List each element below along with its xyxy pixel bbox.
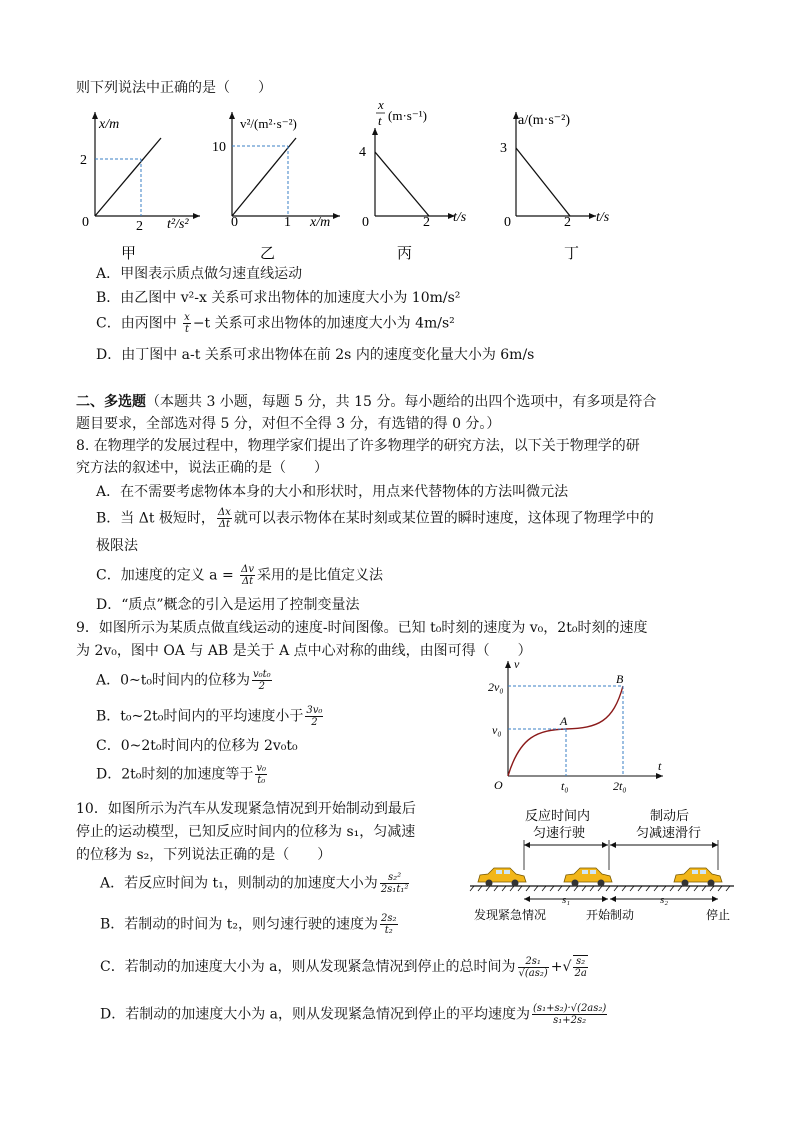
q8-stem2: 究方法的叙述中，说法正确的是（ ） <box>76 460 328 476</box>
q8-option-b[interactable] <box>96 507 654 530</box>
graph-ding-line <box>516 148 570 216</box>
q9-option-b-pre: B．t₀~2t₀时间内的平均速度小于 <box>96 708 304 725</box>
q9-vt-xlabel: t <box>658 759 662 773</box>
section2-desc1: （本题共 3 小题，每题 5 分，共 15 分。每小题给的出四个选项中，有多项是符合 <box>146 394 657 410</box>
q7-option-a[interactable]: A．甲图表示质点做匀速直线运动 <box>96 266 303 282</box>
q8-option-c[interactable] <box>96 564 383 587</box>
q7-option-c-frac: $\frac{x}{t}$ <box>184 312 190 335</box>
q10-option-d-frac: $\frac{\text{(s₁+s₂)·√(2as₂)}}{\text{s₁+2s₂}}$ <box>533 1003 607 1026</box>
q7-stem: 则下列说法中正确的是（ ） <box>76 80 272 96</box>
q10-stem2: 停止的运动模型，已知反应时间内的位移为 s₁，匀减速 <box>76 824 416 840</box>
graph-yi-line <box>232 138 296 216</box>
q10-option-c-pre: C．若制动的加速度大小为 a，则从发现紧急情况到停止的总时间为 <box>100 959 516 975</box>
graph-bing-xtick: 2 <box>423 215 430 230</box>
graph-jia-origin: 0 <box>82 215 89 230</box>
q10-ground-hatch <box>470 886 730 891</box>
graph-yi-name: 乙 <box>260 246 276 262</box>
graph-bing-origin: 0 <box>362 215 369 230</box>
q8-option-b-cont: 极限法 <box>96 538 138 554</box>
q7-option-d[interactable]: D．由丁图中 a-t 关系可求出物体在前 2s 内的速度变化量大小为 6m/s <box>96 347 535 363</box>
q10-option-c-plus: + <box>550 959 563 975</box>
graph-jia-ylabel: x/m <box>99 117 120 132</box>
car-icon <box>674 868 722 887</box>
q9-vt-x1: t₀ <box>561 779 569 793</box>
q10-fig-top2b: 匀减速滑行 <box>636 825 702 840</box>
graph-ding-ylabel: a/(m·s⁻²) <box>518 113 571 128</box>
q10-option-d-pre: D．若制动的加速度大小为 a，则从发现紧急情况到停止的平均速度为 <box>100 1006 531 1023</box>
section2-header <box>76 391 656 413</box>
graph-yi-xlabel: x/m <box>310 215 331 230</box>
graph-ding-ytick: 3 <box>500 141 507 156</box>
graph-bing <box>355 96 485 264</box>
car-icon <box>478 868 526 887</box>
q9-option-a-pre: A．0~t₀时间内的位移为 <box>96 672 250 689</box>
car-icon <box>564 868 612 887</box>
q9-vt-origin: O <box>494 778 503 792</box>
q9-vt-y2: 2v₀ <box>488 680 504 694</box>
q7-option-b[interactable]: B．由乙图中 v²-x 关系可求出物体的加速度大小为 10m/s² <box>96 290 461 306</box>
q10-fig-top2a: 制动后 <box>650 808 690 823</box>
graph-yi-xtick: 1 <box>284 215 291 230</box>
graph-bing-line <box>375 152 429 216</box>
q9-option-a-frac: $\frac{\text{v₀t₀}}{2}$ <box>253 669 271 692</box>
q10-fig-bottom3: 停止 <box>706 908 731 922</box>
graph-yi <box>212 104 352 264</box>
q10-option-b-frac: $\frac{\text{2s₂}}{\text{t₂}}$ <box>380 913 397 936</box>
q10-fig-s1: s₁ <box>562 894 571 906</box>
q10-option-c-sqrt: $\frac{\text{s₂}}{2a}$ <box>574 956 587 979</box>
q8-option-b-frac: $\frac{\Delta x}{\Delta t}$ <box>217 507 231 530</box>
q8-option-b-pre: B．当 Δt 极短时， <box>96 510 215 527</box>
q9-option-b-frac: $\frac{\text{3v₀}}{2}$ <box>306 705 323 728</box>
sqrt-icon: √ <box>562 959 572 975</box>
q10-option-b[interactable] <box>100 913 400 936</box>
graph-bing-ytick: 4 <box>359 145 366 160</box>
graph-ding-xtick: 2 <box>564 215 571 230</box>
q8-option-c-post: 采用的是比值定义法 <box>257 567 384 584</box>
q9-vt-point-b: B <box>616 672 624 686</box>
graph-jia-name: 甲 <box>121 246 137 262</box>
q10-option-d[interactable] <box>100 1003 609 1026</box>
graph-jia-xtick: 2 <box>136 219 143 234</box>
q9-option-d[interactable] <box>96 763 269 786</box>
q7-option-c-post: −t 关系可求出物体的加速度大小为 4m/s² <box>192 315 455 332</box>
q8-option-d[interactable]: D．“质点”概念的引入是运用了控制变量法 <box>96 597 360 613</box>
q10-fig-top1a: 反应时间内 <box>525 808 591 823</box>
q9-option-c[interactable]: C．0~2t₀时间内的位移为 2v₀t₀ <box>96 738 298 754</box>
q9-stem2: 为 2v₀，图中 OA 与 AB 是关于 A 点中心对称的曲线，由图可得（ ） <box>76 643 532 659</box>
q10-fig-bottom2: 开始制动 <box>586 908 635 922</box>
q9-option-a[interactable] <box>96 669 274 692</box>
q7-option-c-pre: C．由丙图中 <box>96 315 182 332</box>
graph-ding-name: 丁 <box>564 246 580 262</box>
q10-fig-s2: s₂ <box>660 894 669 906</box>
q10-option-b-pre: B．若制动的时间为 t₂，则匀速行驶的速度为 <box>100 916 378 933</box>
q7-option-c[interactable] <box>96 312 455 335</box>
section2-desc2: 题目要求，全部选对得 5 分，对但不全得 3 分，有选错的得 0 分。） <box>76 416 501 432</box>
graph-bing-ylabel-unit: (m·s⁻¹) <box>388 108 427 123</box>
q10-stem3: 的位移为 s₂，下列说法正确的是（ ） <box>76 847 332 863</box>
graph-bing-name: 丙 <box>397 246 413 262</box>
q9-vt-point-a: A <box>560 714 568 728</box>
q10-option-a-pre: A．若反应时间为 t₁，则制动的加速度大小为 <box>100 875 378 892</box>
section2-title: 二、多选题 <box>76 394 146 410</box>
graph-jia-xlabel: t²/s² <box>167 217 189 232</box>
q9-vt-graph <box>478 656 678 796</box>
q10-stem1: 10．如图所示为汽车从发现紧急情况到开始制动到最后 <box>76 801 416 817</box>
q8-option-a[interactable]: A．在不需要考虑物体本身的大小和形状时，用点来代替物体的方法叫微元法 <box>96 484 569 500</box>
graph-jia-ytick: 2 <box>80 153 87 168</box>
q8-option-b-post: 就可以表示物体在某时刻或某位置的瞬时速度，这体现了物理学中的 <box>233 510 654 527</box>
q8-option-c-pre: C．加速度的定义 a = <box>96 567 239 584</box>
graph-ding-xlabel: t/s <box>596 210 610 225</box>
graph-bing-xlabel: t/s <box>453 210 467 225</box>
graph-yi-ytick: 10 <box>212 140 226 155</box>
q8-stem1: 8. 在物理学的发展过程中，物理学家们提出了许多物理学的研究方法，以下关于物理学的研 <box>76 438 640 454</box>
graph-ding-origin: 0 <box>504 215 511 230</box>
q10-option-a[interactable] <box>100 872 411 895</box>
q9-option-d-pre: D．2t₀时刻的加速度等于 <box>96 766 254 783</box>
q10-option-c[interactable] <box>100 955 590 979</box>
q10-option-a-frac: $\frac{\text{s₂²}}{\text{2s₁t₁²}}$ <box>380 872 409 895</box>
graph-yi-origin: 0 <box>231 215 238 230</box>
q9-option-d-frac: $\frac{\text{v₀}}{\text{t₀}}$ <box>256 763 267 786</box>
q8-option-c-frac: $\frac{\Delta v}{\Delta t}$ <box>241 564 255 587</box>
graph-jia <box>75 104 205 264</box>
q9-vt-ylabel: v <box>514 657 520 671</box>
graph-yi-ylabel: v²/(m²·s⁻²) <box>240 116 297 131</box>
q9-stem1: 9．如图所示为某质点做直线运动的速度-时间图像。已知 t₀时刻的速度为 v₀，2t₀时刻的速度 <box>76 620 648 636</box>
q9-vt-x2: 2t₀ <box>613 779 627 793</box>
q10-fig-bottom1: 发现紧急情况 <box>474 908 547 922</box>
q10-fig-top1b: 匀速行驶 <box>533 825 586 840</box>
q10-car-figure <box>468 800 743 925</box>
q10-option-c-frac: $\frac{\text{2s₁}}{\text{√(as₂)}}$ <box>518 955 548 979</box>
graph-jia-line <box>95 138 161 216</box>
graph-bing-ylabel-den: t <box>378 113 382 128</box>
graph-bing-ylabel-num: x <box>378 97 384 112</box>
q9-option-b[interactable] <box>96 705 325 728</box>
graph-ding <box>496 104 626 264</box>
q9-vt-y1: v₀ <box>492 723 502 737</box>
